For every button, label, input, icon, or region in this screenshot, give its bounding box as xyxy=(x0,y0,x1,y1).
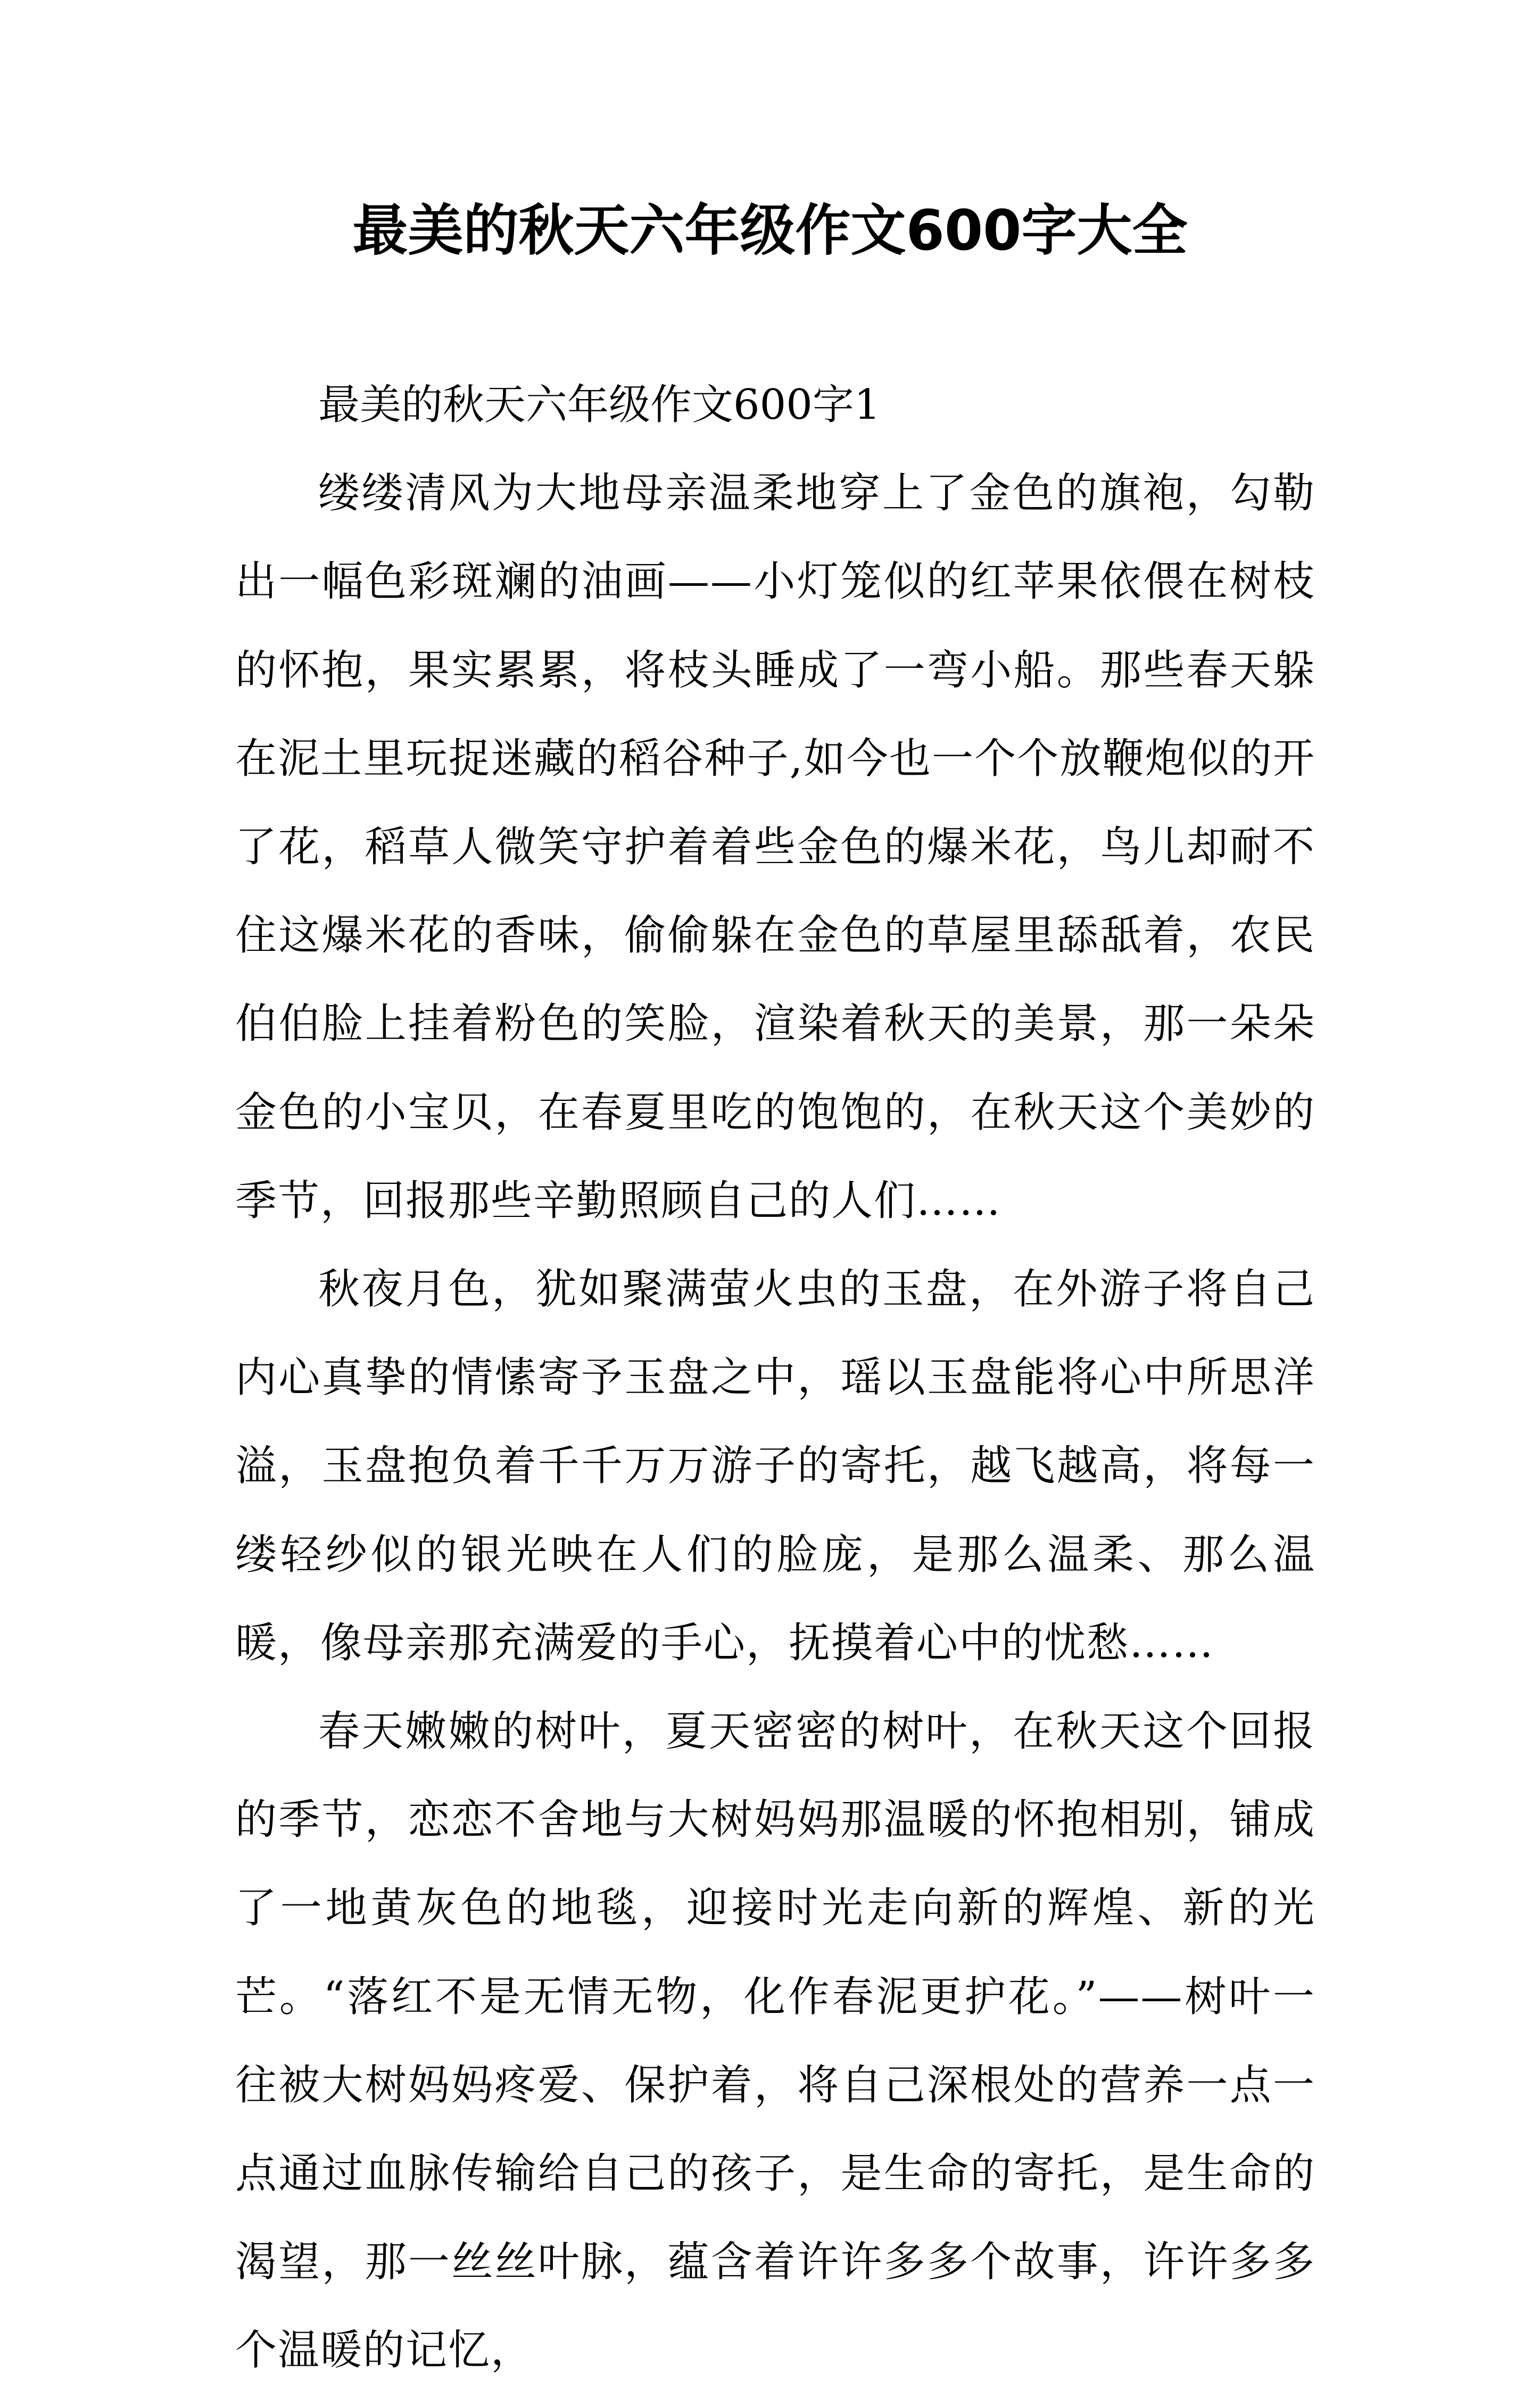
paragraph-2: 秋夜月色，犹如聚满萤火虫的玉盘，在外游子将自己内心真挚的情愫寄予玉盘之中，瑶以玉盘能将心中所思洋溢，玉盘抱负着千千万万游子的寄托，越飞越高，将每一缕轻纱似的银光映在人们的脸庞，是那么温柔、那么温暖，像母亲那充满爱的手心，抚摸着心中的忧愁…… xyxy=(235,1265,1315,1667)
document-title: 最美的秋天六年级作文600字大全 xyxy=(352,198,1188,263)
paragraph-3: 春天嫩嫩的树叶，夏天密密的树叶，在秋天这个回报的季节，恋恋不舍地与大树妈妈那温暖的怀抱相别，铺成了一地黄灰色的地毯，迎接时光走向新的辉煌、新的光芒。“落红不是无情无物，化作春泥更护花。”——树叶一往被大树妈妈疼爱、保护着，将自己深根处的营养一点一点通过血脉传输给自己的孩子，是生命的寄托，是生命的渴望，那一丝丝叶脉，蕴含着许许多多个故事，许许多多个温暖的记忆， xyxy=(235,1708,1315,2375)
paragraph-1: 缕缕清风为大地母亲温柔地穿上了金色的旗袍，勾勒出一幅色彩斑斓的油画——小灯笼似的红苹果依偎在树枝的怀抱，果实累累，将枝头睡成了一弯小船。那些春天躲在泥土里玩捉迷藏的稻谷种子,如今也一个个放鞭炮似的开了花，稻草人微笑守护着着些金色的爆米花，鸟儿却耐不住这爆米花的香味，偷偷躲在金色的草屋里舔舐着，农民伯伯脸上挂着粉色的笑脸，渲染着秋天的美景，那一朵朵金色的小宝贝，在春夏里吃的饱饱的，在秋天这个美妙的季节，回报那些辛勤照顾自己的人们…… xyxy=(235,469,1315,1225)
section-heading: 最美的秋天六年级作文600字1 xyxy=(318,381,881,429)
document-body xyxy=(235,361,1315,2395)
